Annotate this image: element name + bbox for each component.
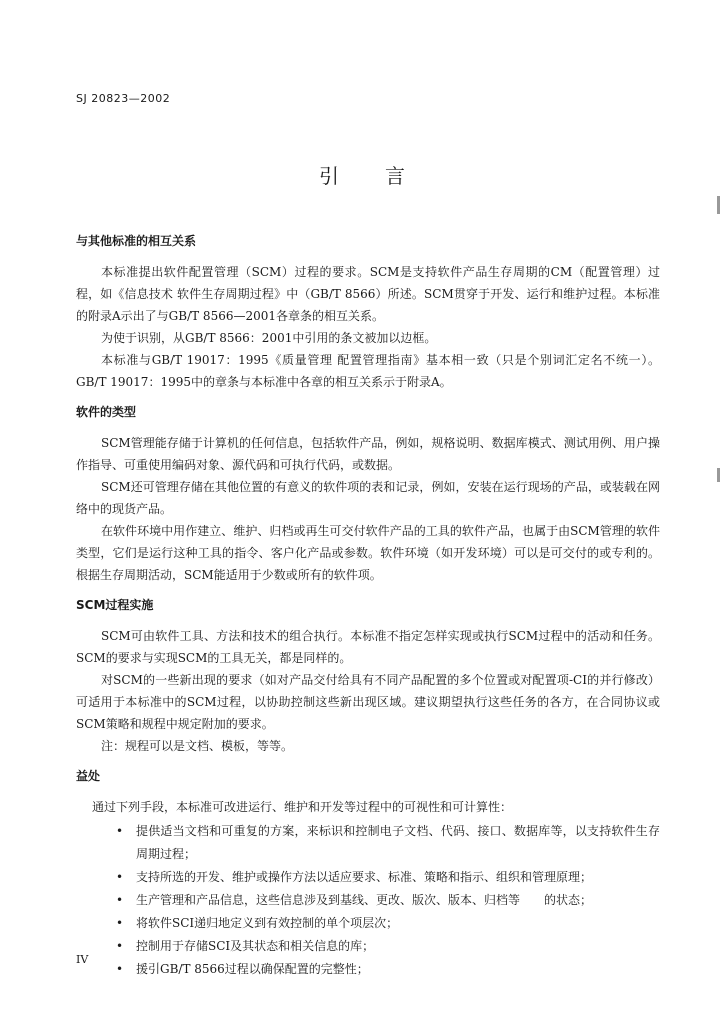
scan-edge-mark xyxy=(717,468,720,482)
list-item xyxy=(116,820,660,866)
section-heading-software-types: 软件的类型 xyxy=(76,405,137,419)
benefits-list xyxy=(76,820,660,981)
paragraph: 在软件环境中用作建立、维护、归档或再生可交付软件产品的工具的软件产品，也属于由SCM管理的软件类型，它们是运行这种工具的指令、客户化产品或参数。软件环境（如开发环境）可以是可交付的或专利的。根据生存周期活动，SCM能适用于少数或所有的软件项。 xyxy=(76,524,660,582)
list-item xyxy=(116,935,660,958)
page-number: IV xyxy=(76,953,89,966)
benefits-lead: 通过下列手段，本标准可改进运行、维护和开发等过程中的可视性和可计算性： xyxy=(92,800,513,814)
list-item-text: 生产管理和产品信息，这些信息涉及到基线、更改、版次、版本、归档等 的状态； xyxy=(136,893,593,907)
section-heading-relations: 与其他标准的相互关系 xyxy=(76,234,197,248)
list-item xyxy=(116,958,660,981)
document-code: SJ 20823—2002 xyxy=(76,92,171,105)
paragraph: SCM可由软件工具、方法和技术的组合执行。本标准不指定怎样实现或执行SCM过程中的活动和任务。SCM的要求与实现SCM的工具无关，都是同样的。 xyxy=(76,629,660,665)
section-heading-scm-implementation: SCM过程实施 xyxy=(76,598,154,612)
section-heading-benefits: 益处 xyxy=(76,769,101,783)
list-item-text: 将软件SCI递归地定义到有效控制的单个项层次； xyxy=(136,916,399,930)
paragraph: SCM管理能存储于计算机的任何信息，包括软件产品，例如，规格说明、数据库模式、测试用例、用户操作指导、可重使用编码对象、源代码和可执行代码，或数据。 xyxy=(76,436,660,472)
list-item-text: 控制用于存储SCI及其状态和相关信息的库； xyxy=(136,939,375,953)
paragraph: 对SCM的一些新出现的要求（如对产品交付给具有不同产品配置的多个位置或对配置项-CI的并行修改）可适用于本标准中的SCM过程，以协助控制这些新出现区域。建议期望执行这些任务的各方，在合同协议或SCM策略和规程中规定附加的要求。 xyxy=(76,673,660,731)
list-item-text: 援引GB/T 8566过程以确保配置的完整性； xyxy=(136,962,369,976)
paragraph: 本标准与GB/T 19017：1995《质量管理 配置管理指南》基本相一致（只是个别词汇定名不统一）。GB/T 19017：1995中的章条与本标准中各章的相互关系示于附录A。 xyxy=(76,353,660,389)
bullet-icon: • xyxy=(116,870,124,884)
list-item xyxy=(116,866,660,889)
bullet-icon: • xyxy=(116,824,124,838)
bullet-icon: • xyxy=(116,939,124,953)
bullet-icon: • xyxy=(116,962,124,976)
list-item xyxy=(116,889,660,912)
list-item-text: 提供适当文档和可重复的方案，来标识和控制电子文档、代码、接口、数据库等，以支持软件生存周期过程； xyxy=(136,824,660,861)
bullet-icon: • xyxy=(116,893,124,907)
scan-edge-mark xyxy=(717,196,720,214)
list-item-text: 支持所选的开发、维护或操作方法以适应要求、标准、策略和指示、组织和管理原理； xyxy=(136,870,593,884)
main-content xyxy=(76,232,660,981)
bullet-icon: • xyxy=(116,916,124,930)
note: 注：规程可以是文档、模板，等等。 xyxy=(101,739,294,753)
list-item xyxy=(116,912,660,935)
paragraph: SCM还可管理存储在其他位置的有意义的软件项的表和记录，例如，安装在运行现场的产品，或装载在网络中的现货产品。 xyxy=(76,480,660,516)
paragraph: 本标准提出软件配置管理（SCM）过程的要求。SCM是支持软件产品生存周期的CM（配置管理）过程，如《信息技术 软件生存周期过程》中（GB/T 8566）所述。SCM贯穿于开发、运行和维护过程。本标准的附录A示出了与GB/T 8566—2001各章条的相互关系。 xyxy=(76,265,660,323)
page-title: 引言 xyxy=(319,164,451,188)
paragraph: 为使于识别，从GB/T 8566：2001中引用的条文被加以边框。 xyxy=(101,331,437,345)
